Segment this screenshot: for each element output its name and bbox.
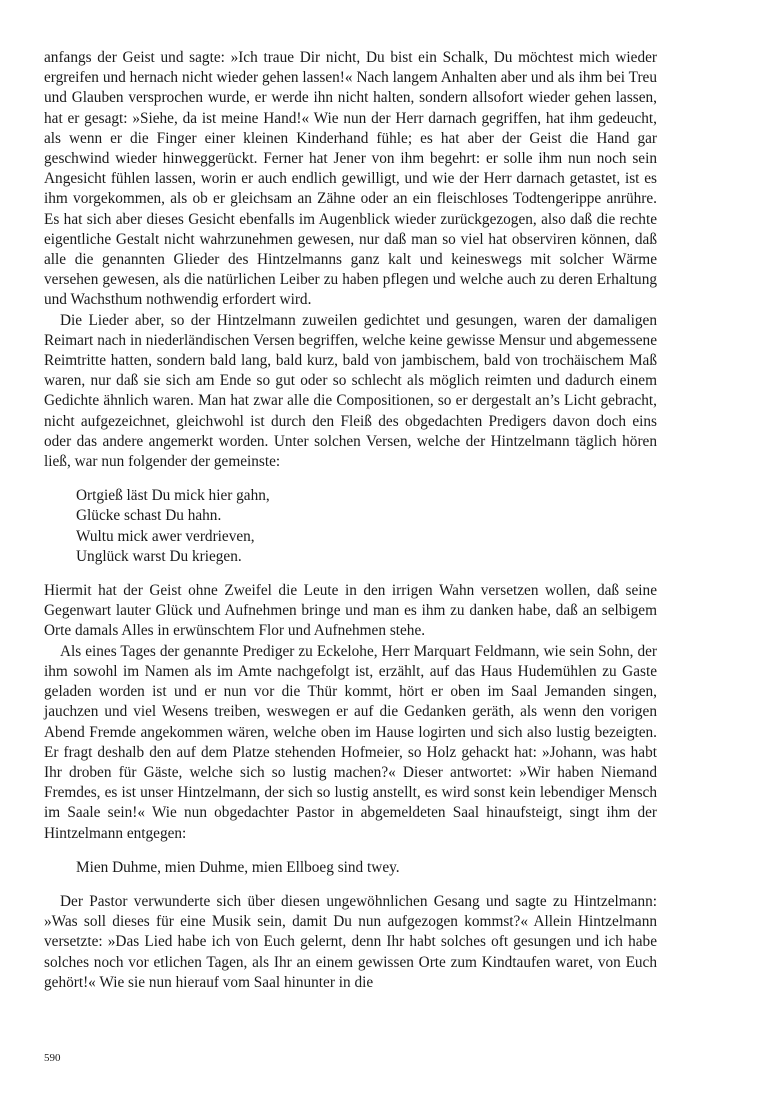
paragraph-3: Hiermit hat der Geist ohne Zweifel die Leute in den irrigen Wahn versetzen wollen, daß seine Gegenwart lauter Glück und Aufnehmen bringe und man es ihm zu danken habe, daß an selbigem Orte damals Alles in erwünschtem Flor und Aufnehmen stehe. bbox=[44, 582, 657, 640]
paragraph-5: Der Pastor verwunderte sich über diesen ungewöhnlichen Gesang und sagte zu Hintzelmann: »Was soll dieses für eine Musik sein, damit Du nun aufgezogen kommst?« Allein Hintzelmann versetzte: »Das Lied habe ich von Euch gelernt, denn Ihr habt solches oft gesungen und ich habe solches noch vor etlichen Tagen, als Ihr an einem gewissen Orte zum Kindtaufen waret, von Euch gehört!« Wie sie nun hierauf vom Saal hinunter in die bbox=[44, 892, 657, 991]
verse-line: Unglück warst Du kriegen. bbox=[76, 547, 242, 565]
paragraph-4: Als eines Tages der genannte Prediger zu Eckelohe, Herr Marquart Feldmann, wie sein Sohn, der ihm sowohl im Namen als im Amte nachgefolgt ist, erzählt, auf das Haus Hudemühlen zu Gaste geladen worden ist und er nun vor die Thür kommt, hört er oben im Saal Jemanden singen, jauchzen und viel Wesens treiben, weswegen er auf die Gedanken geräth, als wenn den vorigen Abend Fremde angekommen wären, welche oben im Hause logirten und sich also lustig bezeigten. Er fragt deshalb den auf dem Platze stehenden Hofmeier, so Holz gehackt hat: »Johann, was habt Ihr droben für Gäste, welche sich so lustig machen?« Dieser antwortet: »Wir haben Niemand Fremdes, es ist unser Hintzelmann, der sich so lustig anstellt, es wird sonst kein lebendiger Mensch im Saale sein!« Wie nun obgedachter Pastor in abgemeldeten Saal hinaufsteigt, singt ihm der Hintzelmann entgegen: bbox=[44, 642, 657, 842]
paragraph-2: Die Lieder aber, so der Hintzelmann zuweilen gedichtet und gesungen, waren der damaligen Reimart nach in niederländischen Versen begriffen, welche keine gewisse Mensur und abgemessene Reimtritte hatten, sondern bald lang, bald kurz, bald von jambischem, bald von trochäischem Maß waren, nur daß sie sich am Ende so gut oder so schlecht als möglich reimten und dadurch einem Gedichte ähnlich waren. Man hat zwar alle die Compositionen, so er dergestalt an’s Licht gebracht, nicht aufgezeichnet, gleichwohl ist durch den Fleiß des obgedachten Predigers davon doch eins oder das andere angemerkt worden. Unter solchen Versen, welche der Hintzelmann täglich hören ließ, war nun folgender der gemeinste: bbox=[44, 311, 657, 471]
verse-line: Glücke schast Du hahn. bbox=[76, 507, 222, 525]
page-body bbox=[44, 48, 657, 993]
verse-block-2 bbox=[76, 858, 657, 878]
verse-line: Mien Duhme, mien Duhme, mien Ellboeg sind twey. bbox=[76, 858, 400, 876]
verse-line: Ortgieß läst Du mick hier gahn, bbox=[76, 487, 270, 505]
verse-line: Wultu mick awer verdrieven, bbox=[76, 527, 255, 545]
paragraph-1: anfangs der Geist und sagte: »Ich traue Dir nicht, Du bist ein Schalk, Du möchtest mich wieder ergreifen und hernach nicht wieder gehen lassen!« Nach langem Anhalten aber und als ihm bei Treu und Glauben versprochen wurde, er werde ihn nicht halten, sondern allsofort wieder gehen lassen, hat er gesagt: »Siehe, da ist meine Hand!« Wie nun der Herr darnach gegriffen, hat ihm gedeucht, als wenn er die Finger einer kleinen Kinderhand fühle; es hat aber der Geist die Hand gar geschwind wieder hinweggerückt. Ferner hat Jener von ihm begehrt: er solle ihm nun noch sein Angesicht fühlen lassen, worin er auch endlich gewilligt, und wie der Herr darnach getastet, ist es ihm vorgekommen, als ob er gleichsam an Zähne oder an ein fleischloses Todtengerippe anrühre. Es hat sich aber dieses Gesicht ebenfalls im Augenblick wieder zurückgezogen, also daß die rechte eigentliche Gestalt nicht wahrzunehmen gewesen, nur daß man so viel hat observiren können, daß alle die genannten Glieder des Hintzelmanns ganz kalt und keineswegs mit solcher Wärme versehen gewesen, als die natürlichen Leiber zu haben pflegen und welche auch zu deren Erhaltung und Wachsthum nothwendig erfordert wird. bbox=[44, 49, 657, 309]
verse-block-1 bbox=[76, 486, 657, 567]
page-number: 590 bbox=[44, 1052, 61, 1064]
